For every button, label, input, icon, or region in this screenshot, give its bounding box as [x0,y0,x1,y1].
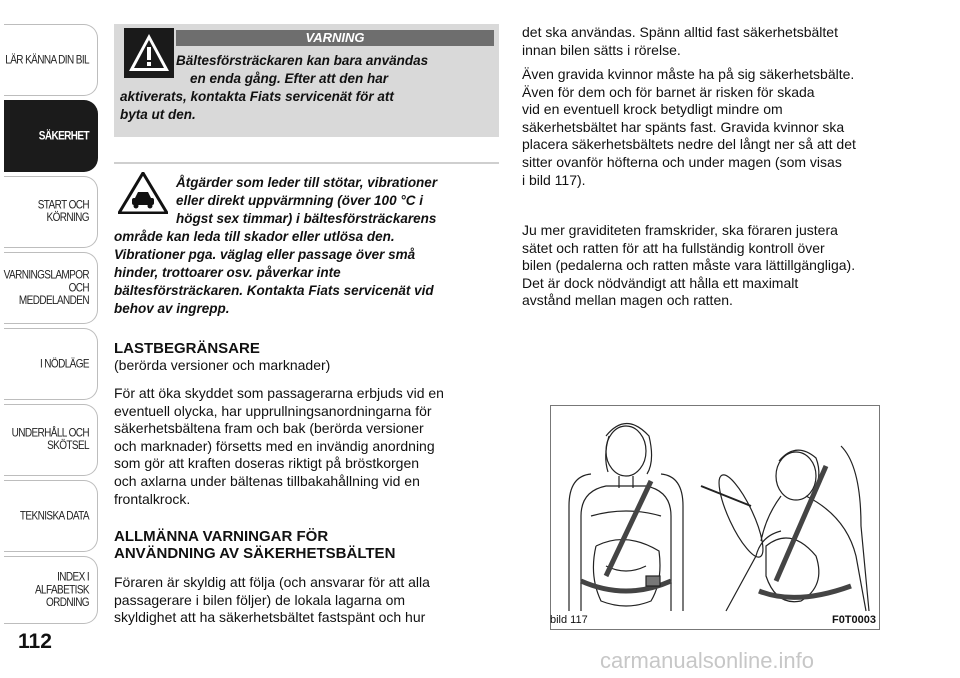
tab-label: START OCH KÖRNING [37,199,89,225]
text-line: vid en eventuell krock betydligt mindre om [522,101,783,118]
text-line: skyldighet att ha säkerhetsbältet fastspänt och hur [114,609,426,626]
section-heading-lastbegransare: LASTBEGRÄNSARE [114,340,260,357]
text-line: aktiverats, kontakta Fiats servicenät för att [120,89,394,104]
text-line: eventuell olycka, har upprullningsanordningarna för [114,402,432,419]
page-number: 112 [18,630,52,653]
text-line: och axlarna under bältenas tillbakahållning vid en [114,472,420,489]
text-line: behov av ingrepp. [114,301,230,316]
paragraph [522,222,922,310]
tab-varningslampor[interactable] [4,252,98,324]
text-line: Även gravida kvinnor måste ha på sig säkerhetsbälte. [522,66,855,82]
text-line: en enda gång. Efter att den har [190,71,389,86]
tab-label: INDEX I ALFABETISK ORDNING [34,571,89,609]
text-line: och marknader) försetts med en invändig anordning [114,437,435,454]
text-line: frontalkrock. [114,490,191,507]
text-line: högst sex timmar) i bältesförsträckarens [176,211,437,226]
warning-header: VARNING [176,30,494,46]
text-line: Åtgärder som leder till stötar, vibrationer [176,175,438,190]
text-line: innan bilen sätts i rörelse. [522,41,681,58]
text-line: hinder, trottoarer osv. påverkar inte [114,265,341,280]
text-line: För att öka skyddet som passagerarna erbjuds vid en [114,385,444,401]
text-line: eller direkt uppvärmning (över 100 °C i [176,193,423,208]
text-line: område kan leda till skador eller utlösa den. [114,229,395,244]
heading-line: ALLMÄNNA VARNINGAR FÖR [114,528,329,545]
text-line: Ju mer graviditeten framskrider, ska föraren justera [522,222,838,238]
text-line: byta ut den. [120,107,196,122]
figure-pregnant-seatbelt-illustration [550,405,880,630]
tab-label: VARNINGSLAMPOR OCH MEDDELANDEN [3,269,89,307]
paragraph [522,24,922,59]
warning-box [114,24,499,137]
section-subtitle: (berörda versioner och marknader) [114,357,331,373]
slippery-road-car-icon [118,172,168,214]
section-heading-allmanna-varningar [114,528,499,562]
text-line: Bältesförsträckaren kan bara användas [176,53,429,68]
text-line: Föraren är skyldig att följa (och ansvarar för att alla [114,574,430,590]
tab-tekniska-data[interactable] [4,480,98,552]
divider [114,162,499,164]
text-line: som gör att kraften doseras riktigt på bröstkorgen [114,455,420,472]
tab-index[interactable] [4,556,98,624]
text-line: Även för dem och för barnet är risken för skada [522,83,815,100]
text-line: Det är dock nödvändigt att hålla ett maximalt [522,274,799,291]
caution-text-continued [114,228,499,318]
warning-triangle-icon [124,28,174,78]
text-line: placera säkerhetsbältets nedre del långt ner så att det [522,136,856,153]
text-line: säkerhetsbältena fram och bak (berörda versioner [114,420,424,437]
figure-code: F0T0003 [831,614,876,626]
chapter-sidebar [0,0,104,678]
text-line: i bild 117). [522,171,586,188]
text-line: Vibrationer pga. väglag eller passage över små [114,247,416,262]
text-line: bältesförsträckaren. Kontakta Fiats servicenät vid [114,283,434,298]
tab-underhall-och-skotsel[interactable] [4,404,98,476]
text-line: bilen (pedalerna och ratten måste vara lättillgängliga). [522,257,856,274]
text-line: sitter ovanför höfterna och under magen (som visas [522,153,842,170]
seatbelt-illustration [551,406,879,614]
paragraph [522,66,922,189]
heading-line: ANVÄNDNING AV SÄKERHETSBÄLTEN [114,545,396,562]
figure-label: bild 117 [550,614,588,626]
watermark: carmanualsonline.info [600,648,815,673]
figure-caption [550,614,880,630]
text-line: avstånd mellan magen och ratten. [522,292,733,309]
tab-label: LÄR KÄNNA DIN BIL [5,53,89,67]
section-paragraph [114,385,499,508]
text-line: sätet och ratten för att ha fullständig kontroll över [522,239,825,256]
tab-label: UNDERHÅLL OCH SKÖTSEL [11,427,89,453]
tab-sakerhet[interactable] [4,100,98,172]
tab-start-och-korning[interactable] [4,176,98,248]
caution-text [176,174,496,228]
tab-label: I NÖDLÄGE [39,357,89,371]
text-line: säkerhetsbältet har spänts fast. Gravida kvinnor ska [522,118,845,135]
warning-text [176,52,494,88]
tab-lar-kanna-din-bil[interactable] [4,24,98,96]
warning-text-continued [120,88,494,124]
text-line: passagerare i bilen följer) de lokala lagarna om [114,591,406,608]
tab-label: TEKNISKA DATA [19,509,89,523]
section-paragraph [114,574,499,627]
tab-label: SÄKERHET [38,129,89,143]
tab-i-nodlage[interactable] [4,328,98,400]
text-line: det ska användas. Spänn alltid fast säkerhetsbältet [522,24,838,40]
